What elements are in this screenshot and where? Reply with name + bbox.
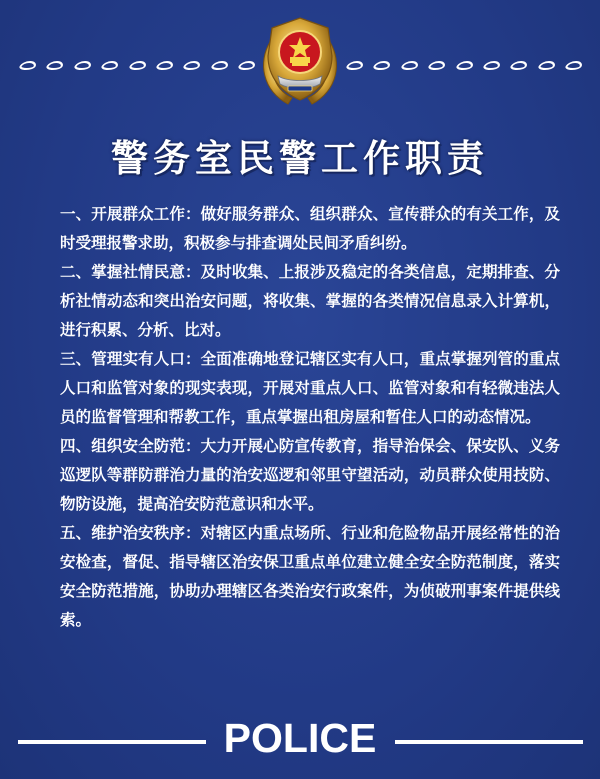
footer-divider-right [395,740,583,744]
duty-number: 一、 [60,205,92,223]
wing-feather-icon [73,61,93,70]
wing-feather-icon [400,61,420,70]
page-title: 警务室民警工作职责 [111,137,489,180]
duty-number: 五、 [60,524,92,542]
duty-item [60,345,560,432]
wing-feather-icon [427,61,447,70]
wing-feather-icon [345,61,365,70]
wing-feather-icon [155,61,175,70]
duty-number: 三、 [60,350,92,368]
duty-item [60,258,560,345]
duty-number: 四、 [60,437,92,455]
wing-feather-icon [537,61,557,70]
wing-feather-icon [18,61,38,70]
wing-ornament-right [347,54,582,76]
duty-item [60,432,560,519]
wing-feather-icon [100,61,120,70]
wing-ornament-left [20,54,255,76]
wing-feather-icon [45,61,65,70]
duty-text: 维护治安秩序：对辖区内重点场所、行业和危险物品开展经常性的治安检查，督促、指导辖区治安保卫重点单位建立健全安全防范制度，落实安全防范措施，协助办理辖区各类治安行政案件，为侦破刑事案件提供线索。 [60,524,560,629]
duty-text: 管理实有人口：全面准确地登记辖区实有人口，重点掌握列管的重点人口和监管对象的现实表现，开展对重点人口、监管对象和有轻微违法人员的监督管理和帮教工作，重点掌握出租房屋和暂住人口的动态情况。 [60,350,560,426]
wing-feather-icon [210,61,230,70]
duty-list [60,200,560,635]
duty-item [60,519,560,635]
duty-text: 开展群众工作：做好服务群众、组织群众、宣传群众的有关工作，及时受理报警求助，积极参与排查调处民间矛盾纠纷。 [60,205,560,252]
wing-feather-icon [564,61,584,70]
duty-text: 组织安全防范：大力开展心防宣传教育，指导治保会、保安队、义务巡逻队等群防群治力量的治安巡逻和邻里守望活动，动员群众使用技防、物防设施，提高治安防范意识和水平。 [60,437,560,513]
wing-feather-icon [182,61,202,70]
wing-feather-icon [454,61,474,70]
wing-feather-icon [127,61,147,70]
duty-text: 掌握社情民意：及时收集、上报涉及稳定的各类信息，定期排查、分析社情动态和突出治安问题，将收集、掌握的各类情况信息录入计算机，进行积累、分析、比对。 [60,263,560,339]
wing-feather-icon [509,61,529,70]
police-emblem-icon [248,12,352,116]
footer-police-label: POLICE [223,715,377,761]
wing-feather-icon [372,61,392,70]
duty-number: 二、 [60,263,92,281]
wing-feather-icon [482,61,502,70]
duty-item [60,200,560,258]
